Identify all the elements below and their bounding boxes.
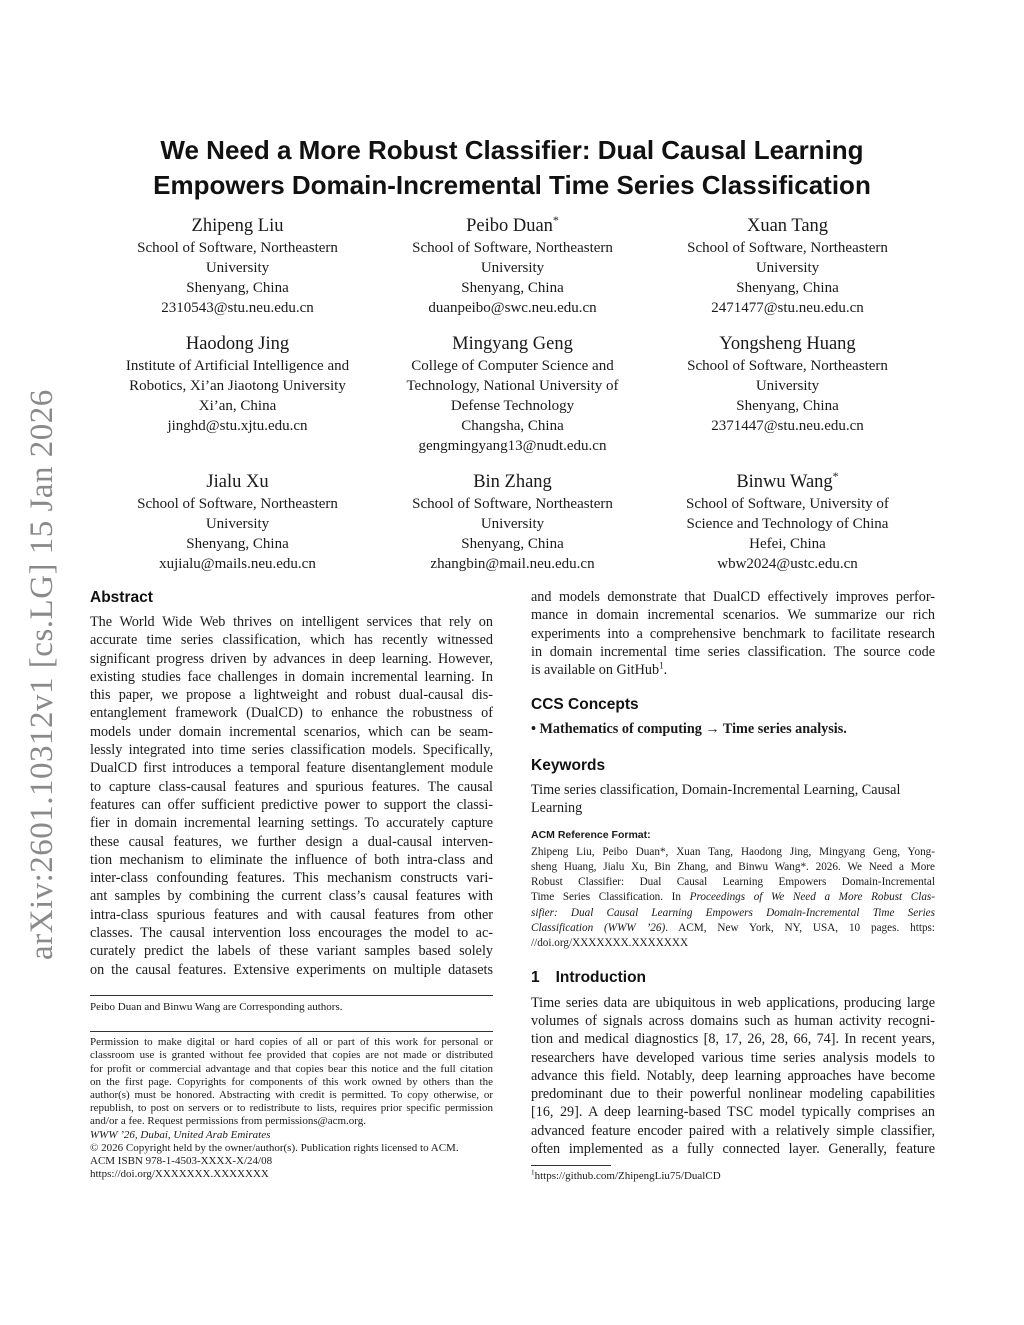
author-block: [650, 470, 925, 574]
right-column: [531, 588, 935, 1184]
text-line: author(s) must be honored. Abstracting with credit is permitted. To copy otherwise, or: [90, 1088, 493, 1101]
text-line: fier in domain incremental learning settings. To accurately capture: [90, 815, 493, 832]
text-line: DualCD first introduces a temporal feature disentanglement module: [90, 760, 493, 777]
text-line: [16, 29]. A deep learning-based TSC model typically comprises an: [531, 1104, 935, 1121]
text-line: republish, to post on servers or to redistribute to lists, requires prior specific permission: [90, 1102, 493, 1115]
author-name: Jialu Xu: [206, 472, 269, 492]
footnote-short-rule: [531, 1165, 611, 1166]
text-line: tion mechanism to eliminate the influence of both intra-class and: [90, 851, 493, 868]
ccs-heading: CCS Concepts: [531, 696, 639, 714]
text-line: significant progress driven by advances in deep learning. However,: [90, 650, 493, 667]
author-affiliation: University: [755, 260, 820, 276]
author-affiliation: Xi’an, China: [198, 398, 277, 414]
text-line: classes. The causal intervention loss encourages the model to ac-: [90, 925, 493, 942]
author-affiliation: Defense Technology: [450, 398, 575, 414]
venue-line: WWW ’26, Dubai, United Arab Emirates: [90, 1128, 271, 1141]
copyright-line: © 2026 Copyright held by the owner/author(s). Publication rights licensed to ACM.: [90, 1141, 459, 1154]
text-line: tion and medical diagnostics [8, 17, 26, 28, 66, 74]. In recent years,: [531, 1031, 935, 1048]
keywords-heading: Keywords: [531, 756, 606, 774]
text-line: accurate time series classification, which has recently witnessed: [90, 632, 493, 649]
author-affiliation: Hefei, China: [749, 536, 826, 552]
arxiv-identifier: arXiv:2601.10312v1 [cs.LG] 15 Jan 2026: [24, 389, 60, 960]
permission-rule: [90, 1031, 493, 1032]
corresponding-mark: *: [552, 212, 559, 227]
author-affiliation: School of Software, Northeastern: [412, 496, 613, 512]
text-line: and/or a fee. Request permissions from permissions@acm.org.: [90, 1115, 367, 1128]
author-email: 2310543@stu.neu.edu.cn: [161, 300, 314, 316]
author-block: [375, 214, 650, 318]
author-affiliation: School of Software, Northeastern: [137, 496, 338, 512]
author-affiliation: Technology, National University of: [406, 378, 619, 394]
introduction-body: [531, 994, 935, 1159]
author-affiliation: University: [480, 260, 545, 276]
footnote-rule: [90, 995, 493, 996]
author-email: 2371447@stu.neu.edu.cn: [711, 418, 864, 434]
author-affiliation: School of Software, University of: [686, 496, 889, 512]
text-line: these causal features, we further design a dual-causal interven-: [90, 833, 493, 850]
text-line: often implemented as a fully connected layer. Generally, feature: [531, 1141, 935, 1158]
left-column: [90, 588, 493, 1181]
author-affiliation: University: [205, 260, 270, 276]
text-line: Time series data are ubiquitous in web applications, producing large: [531, 994, 935, 1011]
author-name: Bin Zhang: [473, 472, 552, 492]
keywords-text: Time series classification, Domain-Incremental Learning, Causal Learning: [531, 781, 901, 817]
github-footnote: $^1$https://github.com/ZhipengLiu75/DualCD: [531, 1168, 721, 1183]
author-block: [100, 470, 375, 574]
text-line: curately predict the labels of these variant samples based solely: [90, 943, 493, 960]
author-name: Binwu Wang*: [736, 468, 839, 492]
author-affiliation: School of Software, Northeastern: [687, 240, 888, 256]
title-line-2: Empowers Domain-Incremental Time Series Classification: [153, 170, 871, 200]
author-email: gengmingyang13@nudt.edu.cn: [418, 438, 607, 454]
author-name: Mingyang Geng: [452, 334, 573, 354]
author-name: Yongsheng Huang: [719, 334, 856, 354]
text-line: predominant due to their powerful nonlinear modeling capabilities: [531, 1086, 935, 1103]
text-line: on the causal features. Extensive experiments on multiple datasets: [90, 961, 493, 978]
text-line: and models demonstrate that DualCD effectively improves perfor-: [531, 589, 935, 605]
author-block: [375, 332, 650, 456]
author-affiliation: University: [480, 516, 545, 532]
author-affiliation: School of Software, Northeastern: [687, 358, 888, 374]
author-affiliation: Shenyang, China: [736, 398, 839, 414]
ccs-concept-item: • Mathematics of computing → Time series analysis.: [531, 721, 847, 738]
text-line: in domain incremental time series classification. The source code: [531, 643, 935, 660]
author-affiliation: College of Computer Science and: [411, 358, 614, 374]
text-line: advance this field. Notably, deep learning approaches have become: [531, 1067, 935, 1084]
abstract-heading: Abstract: [90, 589, 153, 606]
author-email: 2471477@stu.neu.edu.cn: [711, 300, 864, 316]
doi-line: https://doi.org/XXXXXXX.XXXXXXX: [90, 1168, 269, 1181]
author-affiliation: University: [755, 378, 820, 394]
acm-reference-format: Zhipeng Liu, Peibo Duan*, Xuan Tang, Haodong Jing, Mingyang Geng, Yong- sheng Huang, Jialu Xu, Bin Zhang, and Binwu Wang*. 2026. We Need a More Robust Classifier: Dual Causal Learning Empowers Domain-Incremental Time Series Classification. In Proceedings of We Need a More Robust Clas- sifier: Dual Causal Learning Empowers Domain-Incremental Time Series Classification (WWW ’26). ACM, New York, NY, USA, 10 pages. https: //doi.org/XXXXXXX.XXXXXXX: [531, 845, 935, 950]
author-name: Zhipeng Liu: [191, 216, 284, 236]
arrow-icon: →: [701, 721, 723, 738]
author-affiliation: Institute of Artificial Intelligence and: [125, 358, 350, 374]
author-block: [650, 214, 925, 318]
author-affiliation: Shenyang, China: [461, 280, 564, 296]
text-line: researchers have developed various time series analysis models to: [531, 1049, 935, 1066]
text-line: to capture class-causal features and spurious features. The causal: [90, 778, 493, 795]
author-block: [650, 332, 925, 436]
abstract-continued: [531, 588, 935, 661]
author-block: [100, 332, 375, 436]
author-email: wbw2024@ustc.edu.cn: [717, 556, 858, 572]
author-email: xujialu@mails.neu.edu.cn: [159, 556, 316, 572]
corresponding-note: Peibo Duan and Binwu Wang are Corresponding authors.: [90, 1000, 343, 1013]
paper-title: [90, 133, 934, 203]
text-line: classroom use is granted without fee provided that copies are not made or distributed: [90, 1049, 493, 1062]
text-line: features can offer sufficient predictive power to support the classi-: [90, 796, 493, 813]
text-line: experiments into a comprehensive benchmark to facilitate research: [531, 625, 935, 642]
text-line: The World Wide Web thrives on intelligent services that rely on: [90, 614, 493, 630]
text-line: ant samples by combining the current class’s causal features with: [90, 888, 493, 905]
text-line: entanglement framework (DualCD) to enhance the robustness of: [90, 705, 493, 722]
isbn-line: ACM ISBN 978-1-4503-XXXX-X/24/08: [90, 1154, 273, 1167]
author-affiliation: University: [205, 516, 270, 532]
text-line: models under domain incremental scenarios, which can be seam-: [90, 723, 493, 740]
footnote-marker: 1: [659, 660, 664, 671]
author-affiliation: Shenyang, China: [186, 280, 289, 296]
author-block: [375, 470, 650, 574]
text-line: lessly integrated into time series classification models. Specifically,: [90, 742, 493, 759]
author-affiliation: Shenyang, China: [461, 536, 564, 552]
text-line: intra-class spurious features and with causal features from other: [90, 906, 493, 923]
author-email: duanpeibo@swc.neu.edu.cn: [428, 300, 597, 316]
author-email: jinghd@stu.xjtu.edu.cn: [167, 418, 308, 434]
author-affiliation: Robotics, Xi’an Jiaotong University: [129, 378, 346, 394]
text-line: this paper, we propose a lightweight and robust dual-causal dis-: [90, 687, 493, 704]
abstract-last-line: is available on GitHub$^1$.: [531, 660, 668, 679]
author-block: [100, 214, 375, 318]
title-line-1: We Need a More Robust Classifier: Dual Causal Learning: [160, 135, 864, 165]
text-line: existing studies face challenges in domain incremental learning. In: [90, 668, 493, 685]
author-affiliation: School of Software, Northeastern: [412, 240, 613, 256]
author-name: Peibo Duan*: [466, 212, 559, 236]
permission-notice: [90, 1036, 493, 1128]
author-affiliation: Shenyang, China: [736, 280, 839, 296]
text-line: advanced feature encoder paired with a relatively simple classifier,: [531, 1122, 935, 1139]
author-email: zhangbin@mail.neu.edu.cn: [430, 556, 595, 572]
author-name: Haodong Jing: [185, 334, 290, 354]
text-line: on the first page. Copyrights for components of this work owned by others than the: [90, 1075, 493, 1088]
author-affiliation: Changsha, China: [461, 418, 564, 434]
acm-ref-heading: ACM Reference Format:: [531, 829, 651, 842]
author-name: Xuan Tang: [746, 216, 829, 236]
introduction-heading: 1 Introduction: [531, 968, 647, 986]
text-line: for profit or commercial advantage and that copies bear this notice and the full citation: [90, 1062, 493, 1075]
author-affiliation: Science and Technology of China: [686, 516, 889, 532]
corresponding-mark: *: [832, 468, 839, 483]
text-line: mance in domain incremental scenarios. We summarize our rich: [531, 607, 935, 624]
abstract-body: [90, 613, 493, 979]
text-line: volumes of signals across domains such as human activity recogni-: [531, 1012, 935, 1029]
text-line: Permission to make digital or hard copies of all or part of this work for personal or: [90, 1036, 493, 1049]
author-affiliation: School of Software, Northeastern: [137, 240, 338, 256]
author-affiliation: Shenyang, China: [186, 536, 289, 552]
text-line: inter-class confounding features. This mechanism constructs vari-: [90, 870, 493, 887]
